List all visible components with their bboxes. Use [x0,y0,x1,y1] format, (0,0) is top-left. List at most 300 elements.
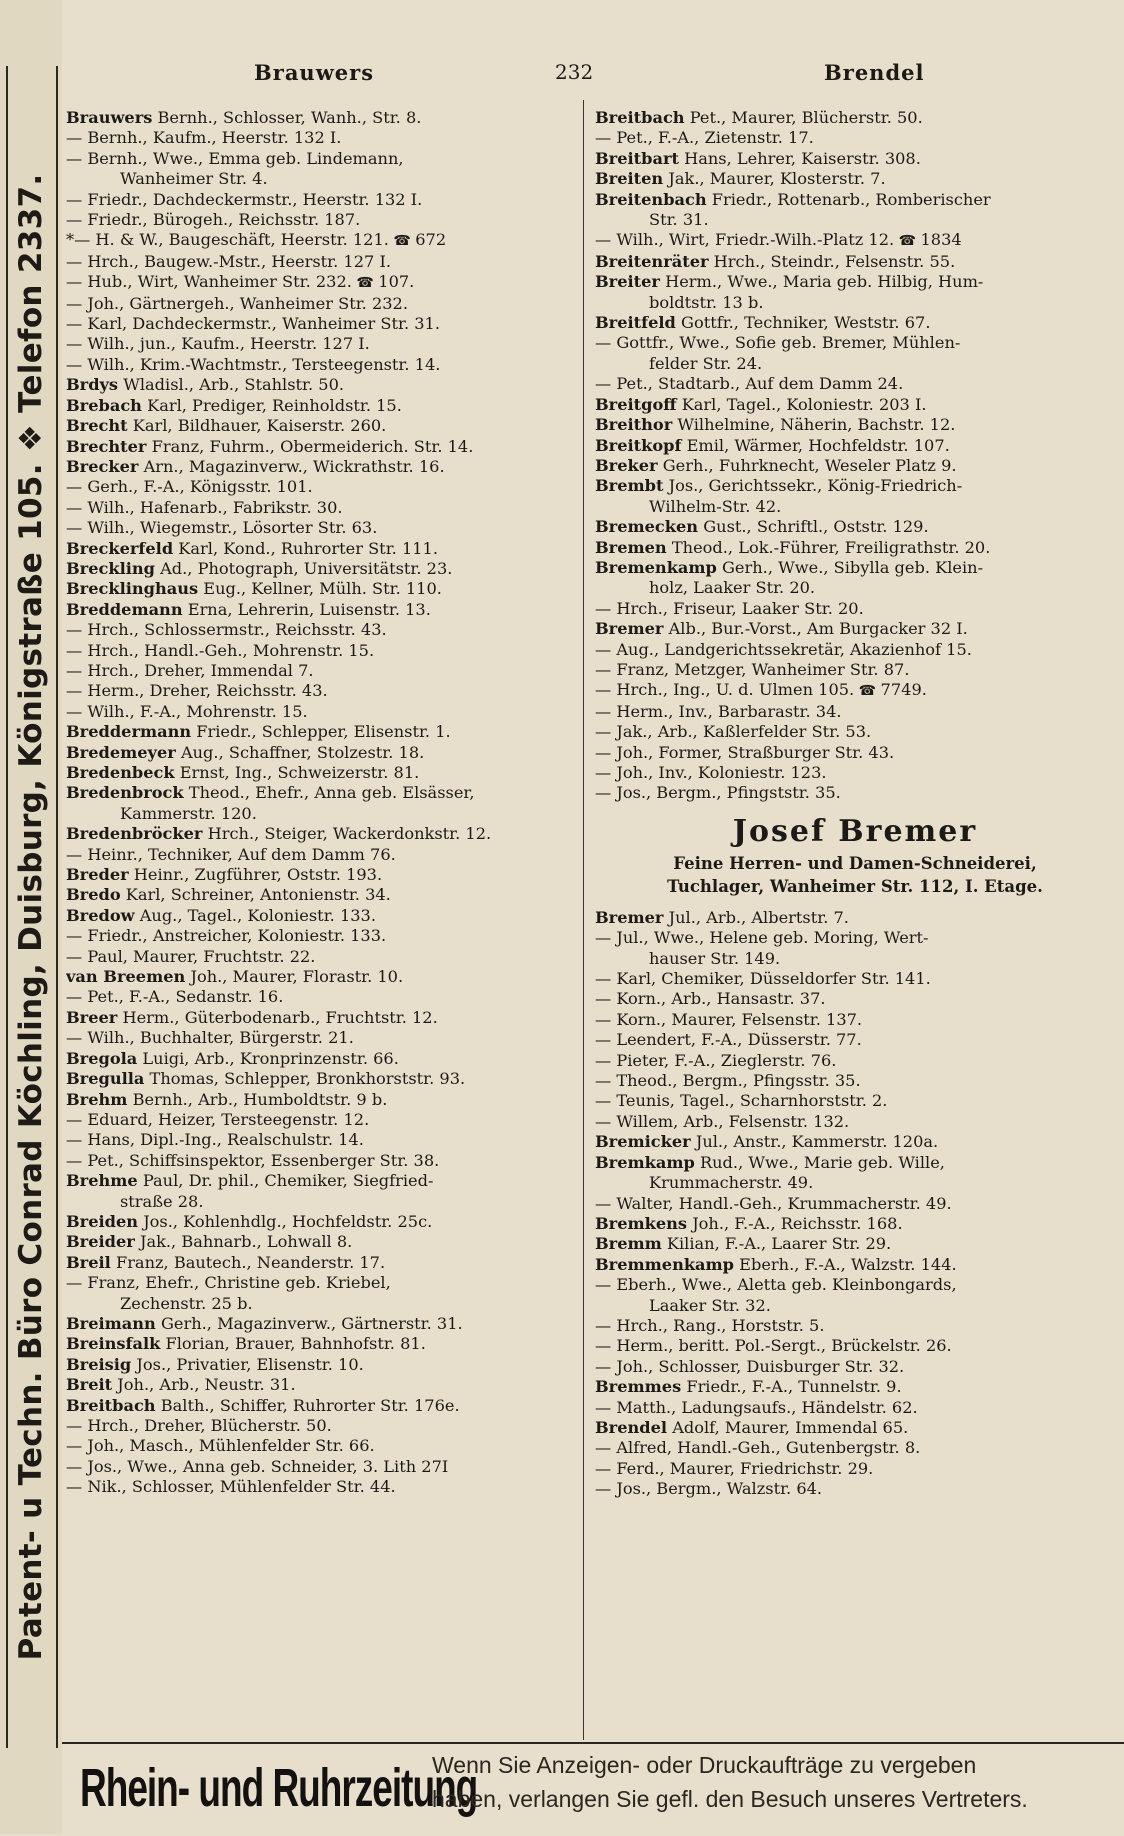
directory-entry [66,824,571,844]
entry-details: — Jos., Bergm., Walzstr. 64. [595,1479,823,1499]
directory-entry [66,230,571,251]
entry-surname: Breckling [66,558,155,578]
directory-entry [595,1418,1115,1438]
entry-details: Paul, Dr. phil., Chemiker, Siegfried- [137,1171,434,1191]
entry-surname: Bredemeyer [66,742,176,762]
entry-surname: Breil [66,1252,111,1272]
entry-details: — Wilh., Wirt, Friedr.-Wilh.-Platz 12. [595,230,895,250]
directory-entry [595,743,1115,763]
entry-surname: Breer [66,1007,118,1027]
entry-details: Franz, Bautech., Neanderstr. 17. [110,1252,386,1272]
directory-entry [595,456,1115,476]
entry-details: Thomas, Schlepper, Bronkhorststr. 93. [144,1069,466,1089]
entry-surname: Bregulla [66,1069,145,1089]
entry-details: hauser Str. 149. [649,948,781,968]
directory-entry [595,1173,1115,1193]
directory-entry [595,1071,1115,1091]
directory-entry [66,1396,571,1416]
directory-entry [66,1416,571,1436]
entry-surname: Breiden [66,1211,139,1231]
entry-details: Aug., Schaffner, Stolzestr. 18. [175,742,425,762]
directory-entry [595,578,1115,598]
directory-entry [66,169,571,189]
entry-details: — Wilh., jun., Kaufm., Heerstr. 127 I. [66,334,370,354]
directory-entry [66,334,571,354]
directory-entry [66,600,571,620]
entry-surname: Breimann [66,1313,156,1333]
directory-entry [66,477,571,497]
entry-details: — Aug., Landgerichtssekretär, Akazienhof 15. [595,639,972,659]
directory-entry [66,314,571,334]
entry-details: Bernh., Schlosser, Wanh., Str. 8. [152,108,422,127]
entry-surname: Breitfeld [595,313,676,333]
column-divider [583,100,584,1740]
directory-entry [66,1294,571,1314]
directory-entry [595,989,1115,1009]
entry-details: Karl, Tagel., Koloniestr. 203 I. [676,394,927,414]
entry-surname: Brecker [66,456,139,476]
directory-entry [66,865,571,885]
directory-entry [66,128,571,148]
directory-entry [66,149,571,169]
directory-entry [66,885,571,905]
entry-details: — Hub., Wirt, Wanheimer Str. 232. [66,272,352,292]
right-column-bottom [595,908,1115,1500]
entry-details: holz, Laaker Str. 20. [649,578,816,598]
entry-details: — Karl, Dachdeckermstr., Wanheimer Str. 31. [66,314,440,334]
directory-entry [595,558,1115,578]
directory-entry [66,1457,571,1477]
entry-details: Jul., Anstr., Kammerstr. 120a. [690,1132,939,1152]
directory-entry [595,1010,1115,1030]
directory-entry [595,928,1115,948]
directory-entry [66,845,571,865]
directory-entry [595,1316,1115,1336]
entry-details: Jak., Maurer, Klosterstr. 7. [663,169,886,189]
entry-details: Karl, Kond., Ruhrorter Str. 111. [173,538,438,558]
directory-entry [66,620,571,640]
entry-details: — Hrch., Ing., U. d. Ulmen 105. [595,680,855,700]
directory-entry [66,1028,571,1048]
directory-entry [595,252,1115,272]
entry-surname: van Breemen [66,967,186,987]
entry-details: Gerh., Wwe., Sibylla geb. Klein- [716,557,984,577]
entry-details: — Hrch., Dreher, Immendal 7. [66,660,314,680]
right-column-top [595,108,1115,804]
slogan-line-1: Wenn Sie Anzeigen- oder Druckaufträge zu vergeben [432,1752,977,1778]
directory-entry [66,702,571,722]
directory-entry [595,1153,1115,1173]
entry-details: — Franz, Metzger, Wanheimer Str. 87. [595,659,910,679]
entry-details: Zechenstr. 25 b. [120,1293,253,1313]
telephone-number: 7749. [880,680,927,700]
entry-details: Herm., Güterbodenarb., Fruchtstr. 12. [117,1007,438,1027]
entry-details: Pet., Maurer, Blücherstr. 50. [684,108,923,127]
directory-entry [595,230,1115,251]
directory-entry [595,374,1115,394]
entry-surname: Bredenbrock [66,783,184,803]
entry-details: Karl, Schreiner, Antonienstr. 34. [120,885,391,905]
slogan-line-2: haben, verlangen Sie gefl. den Besuch unseres Vertreters. [432,1786,1028,1812]
directory-entry [66,722,571,742]
entry-details: Joh., Arb., Neustr. 31. [112,1375,296,1395]
entry-details: Hrch., Steindr., Felsenstr. 55. [708,251,956,271]
directory-entry [66,396,571,416]
directory-entry [66,518,571,538]
entry-surname: Brecht [66,416,128,436]
entry-surname: Breiten [595,169,664,189]
directory-entry [66,1375,571,1395]
directory-entry [66,1069,571,1089]
entry-details: — Karl, Chemiker, Düsseldorfer Str. 141. [595,969,931,989]
directory-entry [66,641,571,661]
entry-details: Herm., Wwe., Maria geb. Hilbig, Hum- [659,272,984,292]
telephone-icon: ☎ [351,275,379,292]
entry-details: Friedr., F.-A., Tunnelstr. 9. [681,1377,902,1397]
entry-details: — Franz, Ehefr., Christine geb. Kriebel, [66,1273,391,1293]
directory-entry [595,1336,1115,1356]
entry-details: — Pet., F.-A., Sedanstr. 16. [66,987,284,1007]
entry-surname: Breitenräter [595,251,709,271]
entry-details: Alb., Bur.-Vorst., Am Burgacker 32 I. [663,619,968,639]
entry-details: felder Str. 24. [649,353,763,373]
entry-details: Heinr., Zugführer, Oststr. 193. [128,865,383,885]
entry-details: Erna, Lehrerin, Luisenstr. 13. [182,599,431,619]
entry-details: Eug., Kellner, Mülh. Str. 110. [198,579,442,599]
advert-title: Josef Bremer [732,813,978,849]
directory-entry [66,294,571,314]
directory-entry [66,190,571,210]
entry-details: Joh., F.-A., Reichsstr. 168. [687,1213,903,1233]
entry-details: Franz, Fuhrm., Obermeiderich. Str. 14. [146,436,474,456]
directory-entry [66,559,571,579]
entry-surname: Brembt [595,476,664,496]
entry-details: Jak., Bahnarb., Lohwall 8. [134,1232,353,1252]
directory-entry [595,969,1115,989]
directory-entry [595,763,1115,783]
entry-details: Balth., Schiffer, Ruhrorter Str. 176e. [155,1395,460,1415]
directory-entry [595,783,1115,803]
directory-entry [595,1234,1115,1254]
entry-details: Wilhelm-Str. 42. [649,496,782,516]
entry-details: *— H. & W., Baugeschäft, Heerstr. 121. [66,230,389,250]
directory-entry [66,681,571,701]
directory-entry [66,1151,571,1171]
directory-entry [595,1296,1115,1316]
entry-surname: Bremen [595,537,667,557]
entry-details: — Hrch., Friseur, Laaker Str. 20. [595,598,864,618]
directory-entry [66,1477,571,1497]
entry-details: — Theod., Bergm., Pfingsstr. 35. [595,1071,861,1091]
entry-details: Wladisl., Arb., Stahlstr. 50. [118,375,345,395]
entry-surname: Bremenkamp [595,557,717,577]
entry-surname: Breisig [66,1354,132,1374]
entry-surname: Bremecken [595,517,699,537]
directory-entry [66,539,571,559]
directory-entry [595,1275,1115,1295]
side-rule-left [6,66,8,1748]
entry-details: Hrch., Steiger, Wackerdonkstr. 12. [202,824,492,844]
entry-details: Adolf, Maurer, Immendal 65. [667,1417,909,1437]
entry-surname: Bredo [66,885,121,905]
side-advert [0,0,62,1834]
entry-details: — Bernh., Kaufm., Heerstr. 132 I. [66,128,342,148]
entry-surname: Brechter [66,436,147,456]
directory-entry [595,722,1115,742]
directory-entry [66,1130,571,1150]
entry-details: — Joh., Masch., Mühlenfelder Str. 66. [66,1436,375,1456]
entry-details: — Alfred, Handl.-Geh., Gutenbergstr. 8. [595,1438,921,1458]
entry-surname: Breinsfalk [66,1334,161,1354]
directory-entry [595,333,1115,353]
directory-entry [66,108,571,128]
directory-entry [595,1091,1115,1111]
directory-entry [595,1479,1115,1499]
directory-entry [595,497,1115,517]
entry-details: Karl, Prediger, Reinholdstr. 15. [141,395,402,415]
directory-entry [66,1171,571,1191]
entry-surname: Bregola [66,1048,138,1068]
directory-entry [595,476,1115,496]
entry-details: straße 28. [120,1191,204,1211]
entry-details: Ad., Photograph, Universitätstr. 23. [154,558,453,578]
directory-entry [595,1377,1115,1397]
directory-entry [595,313,1115,333]
directory-entry [595,908,1115,928]
directory-entry [595,680,1115,701]
entry-details: — Hrch., Dreher, Blücherstr. 50. [66,1416,332,1435]
entry-surname: Bremicker [595,1132,691,1152]
directory-entry [595,517,1115,537]
entry-details: — Wilh., Hafenarb., Fabrikstr. 30. [66,497,343,517]
directory-entry [595,660,1115,680]
directory-entry [66,1008,571,1028]
directory-entry [66,1232,571,1252]
entry-details: — Wilh., F.-A., Mohrenstr. 15. [66,701,308,721]
entry-details: — Hrch., Rang., Horststr. 5. [595,1315,825,1335]
directory-entry [66,1314,571,1334]
directory-entry [595,272,1115,292]
entry-details: — Pet., Stadtarb., Auf dem Damm 24. [595,374,904,394]
directory-entry [595,354,1115,374]
entry-surname: Bremmenkamp [595,1254,734,1274]
entry-details: Jul., Arb., Albertstr. 7. [663,907,849,927]
entry-surname: Brauwers [66,108,153,127]
entry-details: Friedr., Schlepper, Elisenstr. 1. [191,722,451,742]
directory-entry [595,538,1115,558]
directory-entry [595,128,1115,148]
directory-entry [595,702,1115,722]
entry-surname: Breithor [595,415,673,435]
directory-entry [595,210,1115,230]
newspaper-brand: Rhein- und Ruhrzeitung [80,1758,478,1818]
entry-details: — Joh., Gärtnergeh., Wanheimer Str. 232. [66,293,408,313]
entry-details: Gerh., Magazinverw., Gärtnerstr. 31. [155,1313,463,1333]
page-number: 232 [555,60,594,84]
directory-entry [595,108,1115,128]
entry-details: — Eduard, Heizer, Tersteegenstr. 12. [66,1109,370,1129]
entry-surname: Breitbach [66,1395,156,1415]
directory-entry [66,498,571,518]
entry-details: Emil, Wärmer, Hochfeldstr. 107. [681,435,950,455]
directory-entry [595,1132,1115,1152]
entry-details: — Joh., Inv., Koloniestr. 123. [595,763,827,782]
directory-entry [595,1214,1115,1234]
entry-surname: Bremkamp [595,1152,695,1172]
entry-details: — Pet., Schiffsinspektor, Essenberger Str. 38. [66,1150,440,1170]
entry-details: Laaker Str. 32. [649,1295,771,1315]
entry-details: — Jak., Arb., Kaßlerfelder Str. 53. [595,722,872,742]
directory-entry [66,1090,571,1110]
entry-surname: Brehme [66,1171,138,1191]
directory-entry [66,661,571,681]
entry-details: — Joh., Former, Straßburger Str. 43. [595,742,895,762]
directory-entry [595,436,1115,456]
entry-surname: Breitbart [595,148,679,168]
directory-entry [66,987,571,1007]
entry-details: Krummacherstr. 49. [649,1173,814,1193]
entry-details: — Matth., Ladungsaufs., Händelstr. 62. [595,1397,918,1417]
directory-entry [66,1049,571,1069]
entry-details: — Korn., Arb., Hansastr. 37. [595,989,826,1009]
directory-entry [66,272,571,293]
entry-surname: Brebach [66,395,142,415]
banner-slogan [432,1748,1028,1816]
entry-details: Rud., Wwe., Marie geb. Wille, [694,1152,945,1172]
entry-details: Florian, Brauer, Bahnhofstr. 81. [160,1334,426,1354]
directory-entry [66,743,571,763]
entry-surname: Breder [66,865,129,885]
directory-entry [66,375,571,395]
entry-details: Str. 31. [649,210,709,230]
entry-details: — Pieter, F.-A., Zieglerstr. 76. [595,1050,837,1070]
directory-entry [66,210,571,230]
entry-details: Jos., Kohlenhdlg., Hochfeldstr. 25c. [138,1211,433,1231]
entry-details: Gottfr., Techniker, Weststr. 67. [675,313,931,333]
entry-details: Gerh., Fuhrknecht, Weseler Platz 9. [657,455,957,475]
directory-entry [595,415,1115,435]
entry-details: Hans, Lehrer, Kaiserstr. 308. [678,148,921,168]
entry-surname: Breiter [595,272,660,292]
entry-details: — Pet., F.-A., Zietenstr. 17. [595,128,814,148]
directory-entry [595,1194,1115,1214]
entry-details: — Friedr., Bürogeh., Reichsstr. 187. [66,210,361,230]
entry-details: Theod., Lok.-Führer, Freiligrathstr. 20. [666,537,991,557]
advert-line-2: Tuchlager, Wanheimer Str. 112, I. Etage. [667,876,1043,896]
entry-details: — Jul., Wwe., Helene geb. Moring, Wert- [595,928,929,948]
entry-details: Arn., Magazinverw., Wickrathstr. 16. [138,456,445,476]
entry-details: Gust., Schriftl., Oststr. 129. [698,517,929,537]
entry-surname: Bremer [595,907,664,927]
directory-entry [66,967,571,987]
entry-surname: Breddermann [66,722,192,742]
directory-entry [595,1459,1115,1479]
entry-details: — Friedr., Dachdeckermstr., Heerstr. 132 I. [66,189,423,209]
telephone-icon: ☎ [894,233,921,250]
directory-entry [66,783,571,803]
entry-surname: Bremmes [595,1377,682,1397]
directory-entry [66,947,571,967]
entry-details: Luigi, Arb., Kronprinzenstr. 66. [137,1048,399,1068]
entry-details: Bernh., Arb., Humboldtstr. 9 b. [127,1089,388,1109]
directory-entry [66,1192,571,1212]
directory-entry [66,437,571,457]
right-column [595,108,1115,1500]
entry-surname: Breitenbach [595,189,707,209]
entry-details: Wilhelmine, Näherin, Bachstr. 12. [672,415,956,435]
entry-surname: Brdys [66,375,119,395]
entry-surname: Brehm [66,1089,128,1109]
entry-details: — Nik., Schlosser, Mühlenfelder Str. 44. [66,1477,396,1497]
entry-details: — Eberh., Wwe., Aletta geb. Kleinbongards, [595,1275,957,1295]
entry-details: boldtstr. 13 b. [649,292,764,312]
entry-surname: Brendel [595,1417,668,1437]
entry-details: Ernst, Ing., Schweizerstr. 81. [174,763,420,782]
entry-details: — Herm., beritt. Pol.-Sergt., Brückelstr. 26. [595,1336,952,1356]
entry-details: — Joh., Schlosser, Duisburger Str. 32. [595,1356,905,1376]
entry-surname: Breker [595,455,658,475]
entry-details: — Teunis, Tagel., Scharnhorststr. 2. [595,1091,888,1111]
entry-details: Aug., Tagel., Koloniestr. 133. [134,905,376,925]
entry-details: — Hans, Dipl.-Ing., Realschulstr. 14. [66,1130,364,1150]
telephone-number: 1834 [920,230,962,250]
entry-surname: Breitkopf [595,435,682,455]
directory-entry [66,1436,571,1456]
entry-details: — Heinr., Techniker, Auf dem Damm 76. [66,844,396,864]
left-column [66,108,571,1498]
header-right-keyword: Brendel [824,60,925,85]
bottom-banner [62,1742,1124,1836]
telephone-number: 672 [415,230,447,250]
directory-entry [66,1212,571,1232]
tailor-advert [595,812,1115,898]
directory-entry [66,804,571,824]
directory-entry [66,579,571,599]
directory-entry [595,1030,1115,1050]
directory-entry [595,1398,1115,1418]
directory-entry [66,416,571,436]
entry-surname: Breider [66,1232,135,1252]
entry-details: Kammerstr. 120. [120,803,257,823]
directory-entry [66,1334,571,1354]
directory-entry [595,149,1115,169]
entry-details: — Hrch., Handl.-Geh., Mohrenstr. 15. [66,640,375,660]
entry-details: Wanheimer Str. 4. [120,169,268,189]
directory-entry [595,1357,1115,1377]
directory-entry [595,293,1115,313]
entry-details: — Hrch., Baugew.-Mstr., Heerstr. 127 I. [66,251,392,271]
directory-entry [595,1438,1115,1458]
entry-details: — Korn., Maurer, Felsenstr. 137. [595,1009,863,1029]
entry-details: — Friedr., Anstreicher, Koloniestr. 133. [66,926,387,946]
directory-entry [66,906,571,926]
entry-details: — Willem, Arb., Felsenstr. 132. [595,1111,850,1131]
side-rule-right [56,66,58,1748]
header-left-keyword: Brauwers [254,60,375,85]
entry-surname: Breitgoff [595,394,677,414]
entry-surname: Breckerfeld [66,538,174,558]
directory-entry [66,355,571,375]
entry-details: Joh., Maurer, Florastr. 10. [185,967,404,987]
entry-details: Karl, Bildhauer, Kaiserstr. 260. [127,416,387,436]
telephone-icon: ☎ [388,233,416,250]
telephone-number: 107. [378,272,415,292]
entry-details: Theod., Ehefr., Anna geb. Elsässer, [183,783,475,803]
directory-entry [595,619,1115,639]
directory-entry [66,1253,571,1273]
directory-entry [66,252,571,272]
entry-details: — Jos., Wwe., Anna geb. Schneider, 3. Lith 27I [66,1456,449,1476]
